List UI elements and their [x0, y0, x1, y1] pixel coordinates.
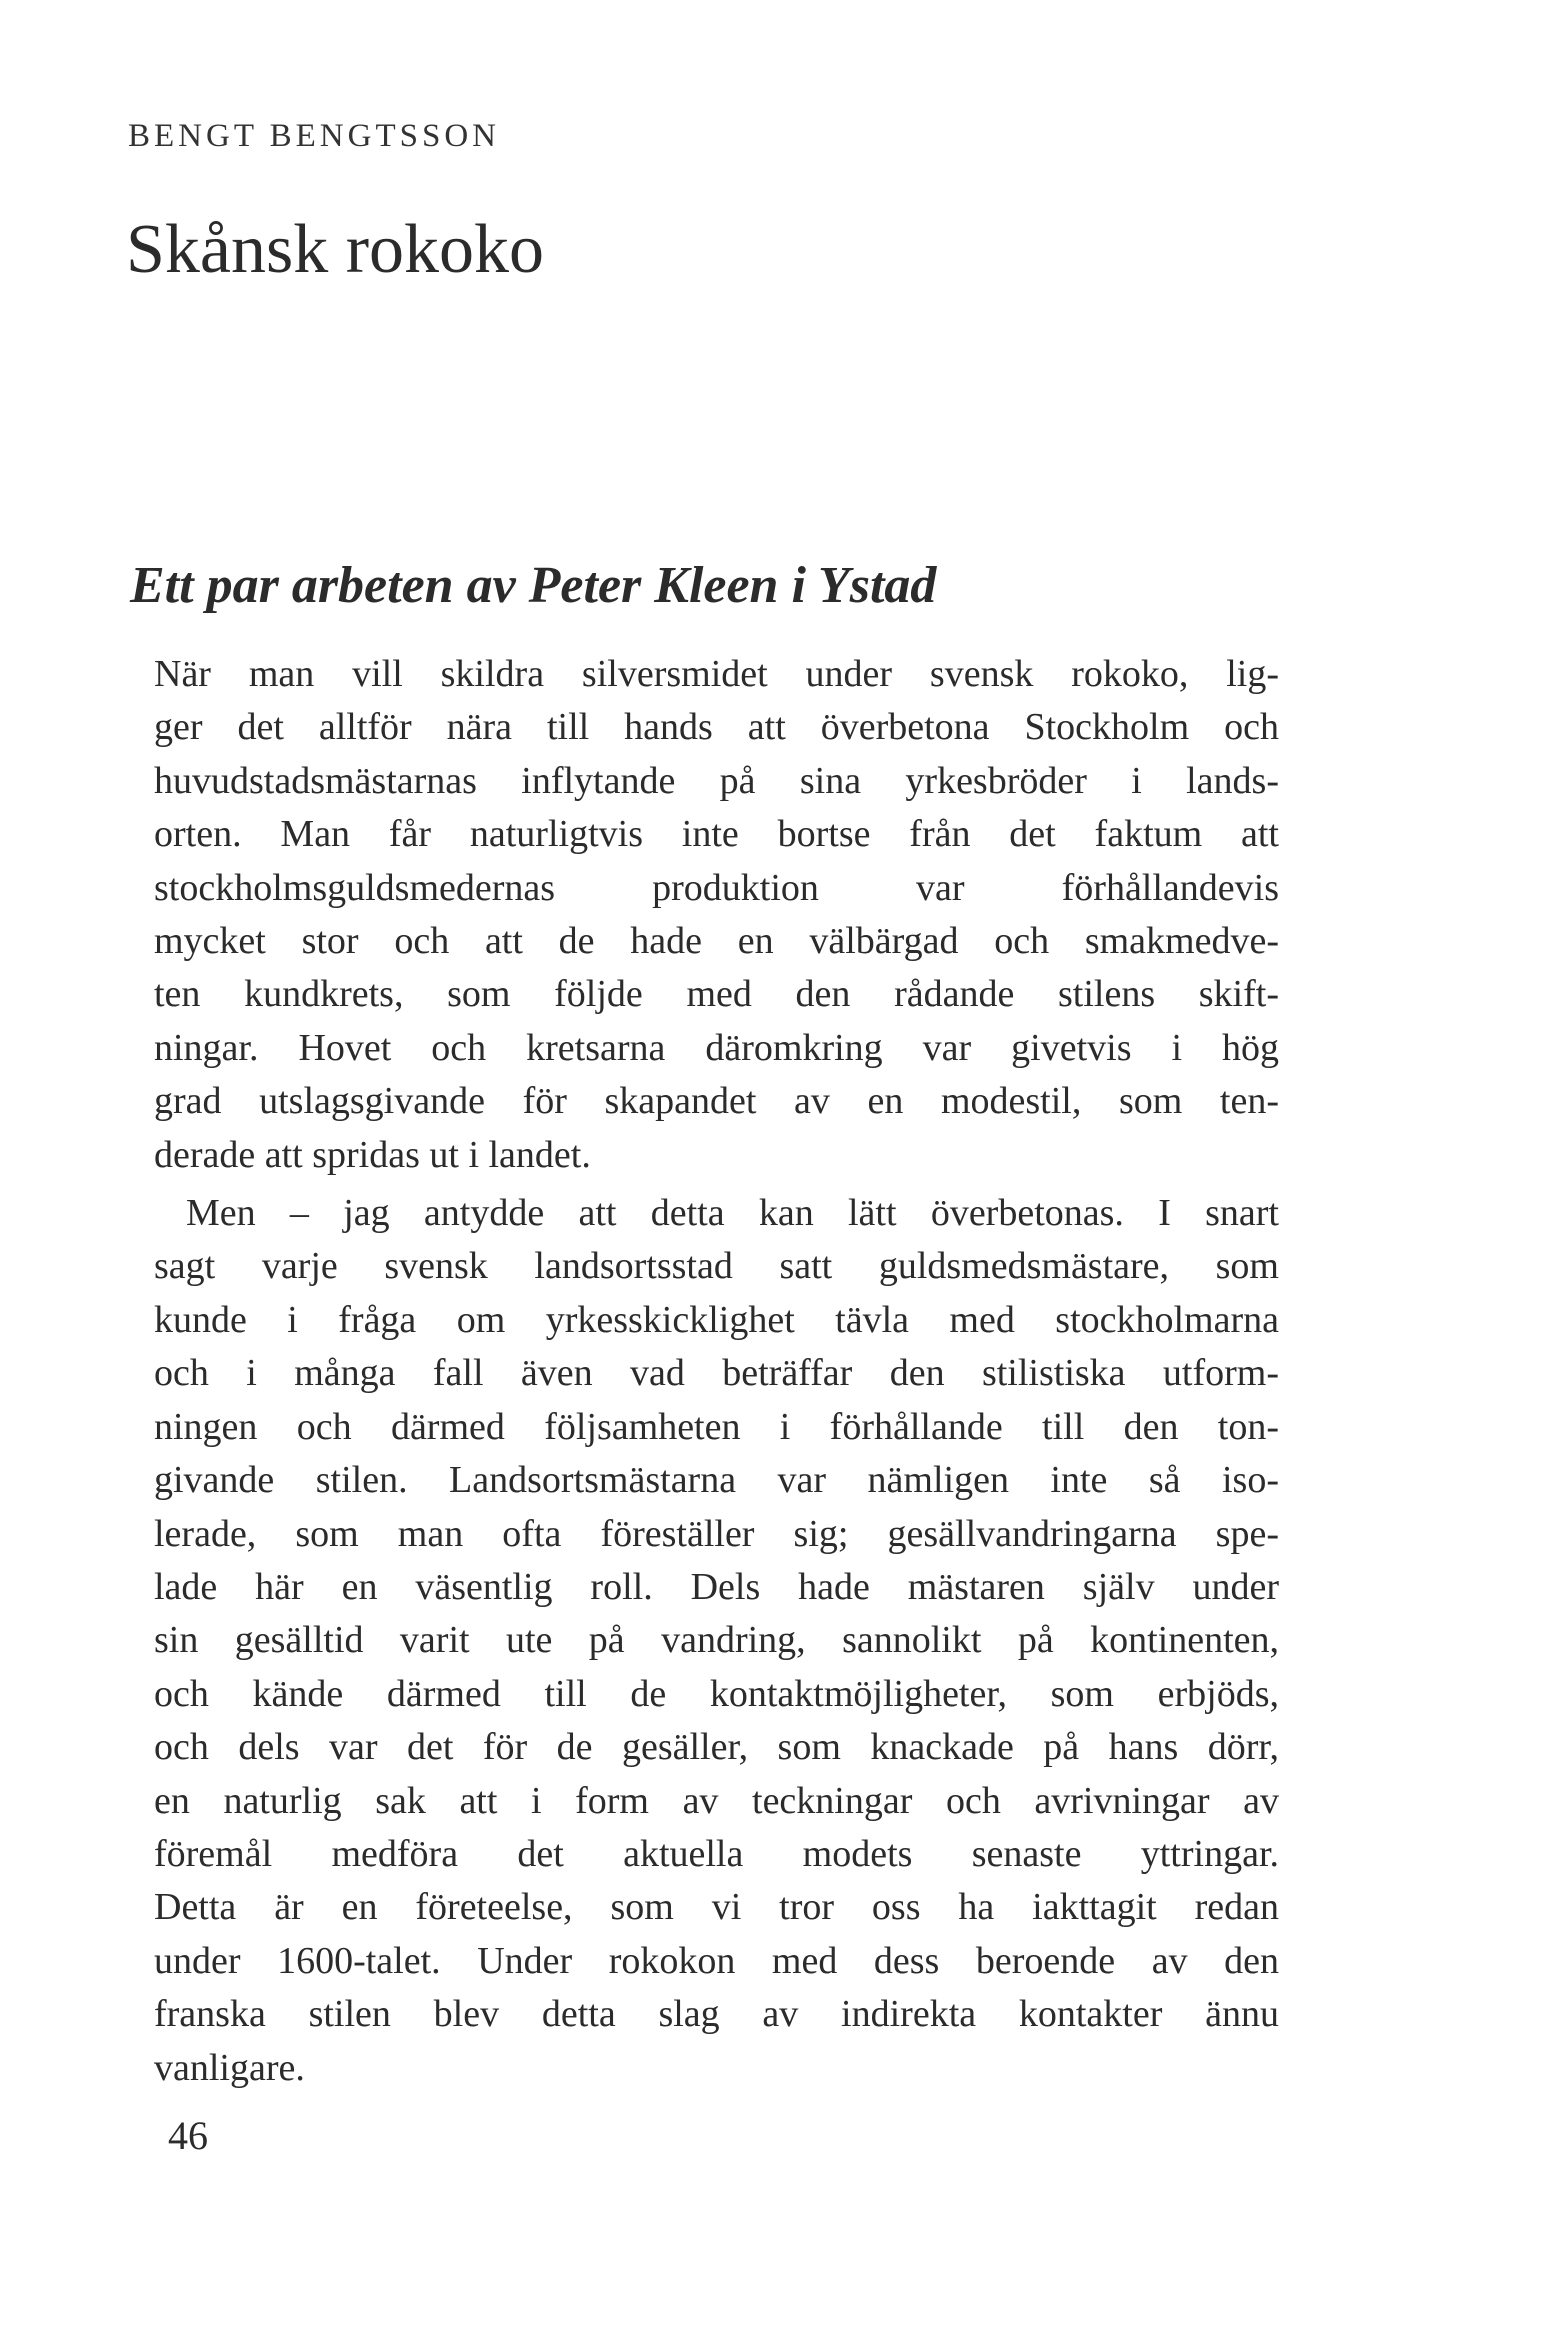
text-line: givande stilen. Landsortsmästarna var nämligen inte så iso- — [154, 1459, 1279, 1502]
text-line: lerade, som man ofta föreställer sig; gesällvandringarna spe- — [154, 1512, 1279, 1555]
text-line: franska stilen blev detta slag av indirekta kontakter ännu — [154, 1993, 1279, 2036]
text-line: föremål medföra det aktuella modets senaste yttringar. — [154, 1832, 1279, 1875]
text-line: orten. Man får naturligtvis inte bortse från det faktum att — [154, 813, 1279, 856]
text-line: Detta är en företeelse, som vi tror oss ha iakttagit redan — [154, 1886, 1279, 1929]
text-line: sin gesälltid varit ute på vandring, sannolikt på kontinenten, — [154, 1619, 1279, 1662]
text-line: ten kundkrets, som följde med den rådande stilens skift- — [154, 973, 1279, 1016]
text-line: ningar. Hovet och kretsarna däromkring var givetvis i hög — [154, 1026, 1279, 1069]
text-line: grad utslagsgivande för skapandet av en modestil, som ten- — [154, 1080, 1279, 1123]
text-line: stockholmsguldsmedernas produktion var förhållandevis — [154, 866, 1279, 909]
text-line: och i många fall även vad beträffar den stilistiska utform- — [154, 1352, 1279, 1395]
text-line: kunde i fråga om yrkesskicklighet tävla med stockholmarna — [154, 1298, 1279, 1341]
text-line: och kände därmed till de kontaktmöjligheter, som erbjöds, — [154, 1672, 1279, 1715]
text-line: vanligare. — [154, 2046, 305, 2089]
text-line: under 1600-talet. Under rokokon med dess beroende av den — [154, 1939, 1279, 1982]
text-line: en naturlig sak att i form av teckningar och avrivningar av — [154, 1779, 1279, 1822]
text-line: lade här en väsentlig roll. Dels hade mästaren själv under — [154, 1565, 1279, 1608]
text-line: derade att spridas ut i landet. — [154, 1133, 591, 1176]
paragraph — [154, 1187, 1279, 2095]
text-line: sagt varje svensk landsortsstad satt guldsmedsmästare, som — [154, 1245, 1279, 1288]
text-line: och dels var det för de gesäller, som knackade på hans dörr, — [154, 1726, 1279, 1769]
page-number: 46 — [168, 2113, 208, 2158]
article-title: Skånsk rokoko — [126, 211, 545, 288]
text-line: ger det alltför nära till hands att överbetona Stockholm och — [154, 706, 1279, 749]
section-heading: Ett par arbeten av Peter Kleen i Ystad — [130, 557, 937, 614]
text-line: ningen och därmed följsamheten i förhållande till den ton- — [154, 1405, 1279, 1448]
text-line: Men – jag antydde att detta kan lätt överbetonas. I snart — [186, 1192, 1279, 1235]
text-line: mycket stor och att de hade en välbärgad och smakmedve- — [154, 920, 1279, 963]
text-line: huvudstadsmästarnas inflytande på sina yrkesbröder i lands- — [154, 759, 1279, 802]
text-line: När man vill skildra silversmidet under svensk rokoko, lig- — [154, 653, 1279, 695]
paragraph — [154, 648, 1279, 1182]
author-name: BENGT BENGTSSON — [128, 118, 501, 154]
body-text — [154, 648, 1279, 2095]
